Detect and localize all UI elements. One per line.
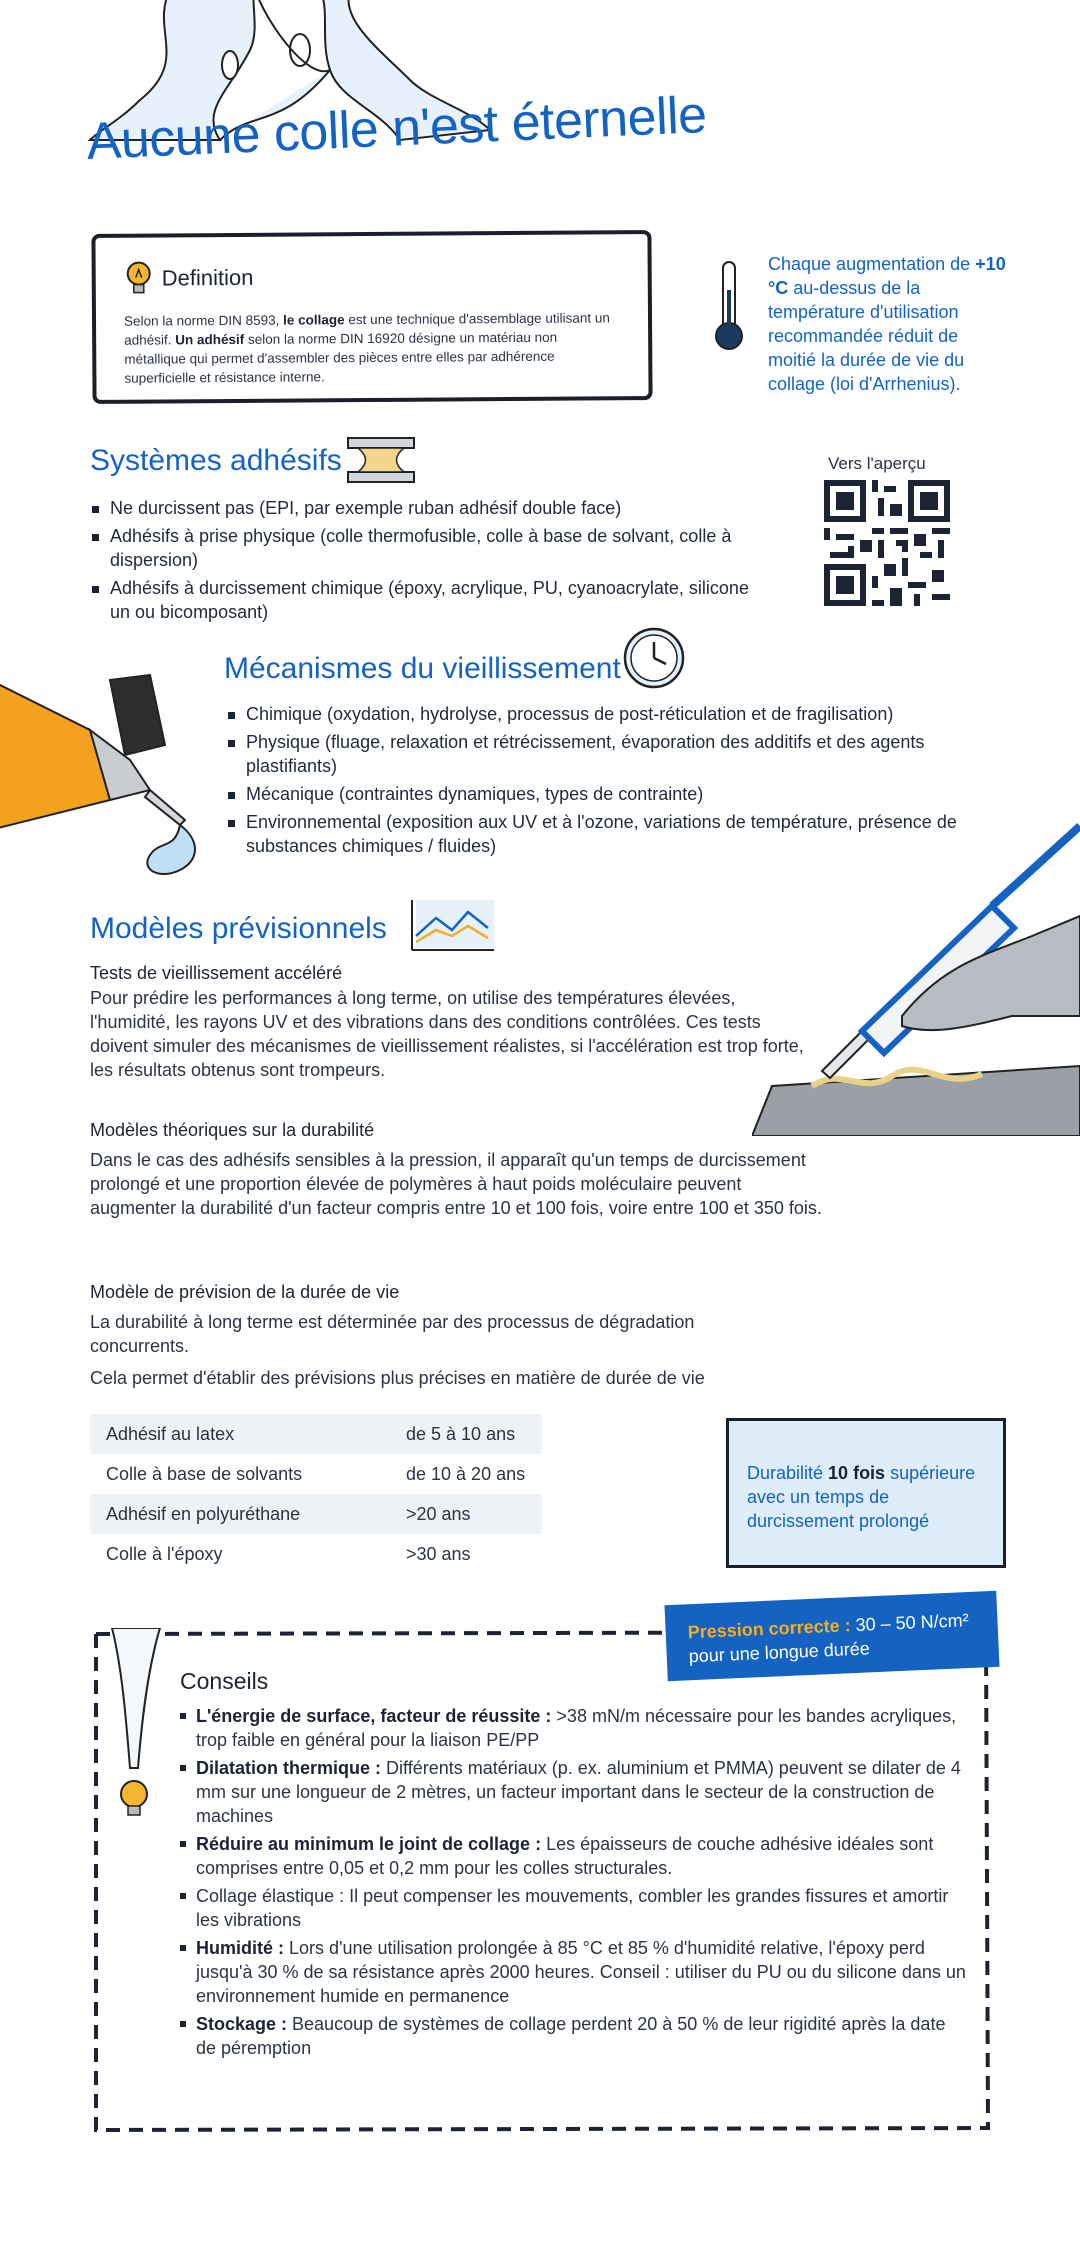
list-item: Chimique (oxydation, hydrolyse, processus de post-réticulation et de fragilisation): [226, 702, 986, 726]
table-cell-adhesive: Adhésif en polyuréthane: [90, 1494, 406, 1534]
qr-label: Vers l'aperçu: [828, 454, 926, 473]
glue-tube-illustration: [0, 660, 240, 890]
clock-icon: [622, 626, 686, 690]
table-cell-lifetime: >30 ans: [406, 1543, 471, 1564]
table-row: [90, 1454, 542, 1494]
theoretical-models-heading: Modèles théoriques sur la durabilité: [90, 1120, 375, 1140]
thermometer-icon: [712, 260, 746, 352]
forecast-models-title: Modèles prévisionnels: [90, 912, 387, 945]
table-cell-adhesive: Colle à l'époxy: [106, 1543, 223, 1564]
list-item: Dilatation thermique : Différents matériaux (p. ex. aluminium et PMMA) peuvent se dilater de 4 mm sur une longueur de 2 mètres, un facteur important dans le secteur de la construction de machines: [180, 1756, 970, 1828]
list-item: Physique (fluage, relaxation et rétrécissement, évaporation des additifs et des agents plastifiants): [226, 730, 986, 778]
qr-code[interactable]: [824, 480, 950, 606]
lifetime-model-text: La durabilité à long terme est déterminée par des processus de dégradation concurrents.: [90, 1312, 695, 1356]
glue-drip-lightbulb-illustration: [104, 1628, 168, 1828]
table-cell-lifetime: de 5 à 10 ans: [406, 1414, 542, 1454]
table-cell-adhesive: Adhésif au latex: [90, 1414, 406, 1454]
caulk-gun-illustration: [752, 816, 1080, 1136]
definition-box: [91, 230, 652, 404]
accelerated-tests-heading: Tests de vieillissement accéléré: [90, 963, 343, 983]
aging-mechanisms-title: Mécanismes du vieillissement: [224, 652, 621, 685]
list-item: Adhésifs à durcissement chimique (époxy, acrylique, PU, cyanoacrylate, silicone un ou bicomposant): [90, 576, 750, 624]
adhesive-systems-title: Systèmes adhésifs: [90, 444, 342, 477]
adhesive-joint-icon: [344, 434, 418, 486]
list-item: Collage élastique : Il peut compenser les mouvements, combler les grandes fissures et amortir les vibrations: [180, 1884, 970, 1932]
list-item: Adhésifs à prise physique (colle thermofusible, colle à base de solvant, colle à dispersion): [90, 524, 750, 572]
table-row: [90, 1494, 542, 1534]
list-item: Mécanique (contraintes dynamiques, types de contrainte): [226, 782, 986, 806]
theoretical-models-text: Dans le cas des adhésifs sensibles à la pression, il apparaît qu'un temps de durcissement prolongé et une proportion élevée de polymères à haut poids moléculaire peuvent augmenter la durabilité d'un facteur compris entre 10 et 100 fois, voire entre 100 et 350 fois.: [90, 1150, 822, 1218]
definition-text: Selon la norme DIN 8593, le collage est une technique d'assemblage utilisant un adhésif. Un adhésif selon la norme DIN 16920 désigne un matériau non métallique qui permet d'assembler des pièces entre elles par adhérence superficielle et résistance interne.: [123, 310, 610, 386]
table-row: [90, 1534, 542, 1574]
tips-list: [180, 1704, 970, 2064]
page-title: Aucune colle n'est éternelle: [85, 85, 708, 172]
list-item: Humidité : Lors d'une utilisation prolongée à 85 °C et 85 % d'humidité relative, l'époxy perd jusqu'à 30 % de sa résistance après 2000 heures. Conseil : utiliser du PU ou du silicone dans un environnement humide en permanence: [180, 1936, 970, 2008]
table-cell-adhesive: Colle à base de solvants: [106, 1463, 303, 1484]
lifetime-model-text-2: Cela permet d'établir des prévisions plus précises en matière de durée de vie: [90, 1368, 705, 1388]
accelerated-tests-text: Pour prédire les performances à long terme, on utilise des températures élevées, l'humidité, les rayons UV et des vibrations dans des conditions contrôlées. Ces tests doivent simuler des mécanismes de vieillissement réalistes, si l'accélération est trop forte, les résultats obtenus sont trompeurs.: [90, 988, 804, 1080]
list-item: Stockage : Beaucoup de systèmes de collage perdent 20 à 50 % de leur rigidité après la date de péremption: [180, 2012, 970, 2060]
definition-title: Definition: [161, 264, 254, 291]
table-row: [90, 1414, 542, 1454]
list-item: Environnemental (exposition aux UV et à l'ozone, variations de température, présence de substances chimiques / fluides): [226, 810, 986, 858]
tips-title: Conseils: [180, 1668, 269, 1694]
lifetime-model-heading: Modèle de prévision de la durée de vie: [90, 1282, 400, 1302]
list-item: Ne durcissent pas (EPI, par exemple ruban adhésif double face): [90, 496, 750, 520]
lifetime-table: [90, 1414, 542, 1574]
arrhenius-note: Chaque augmentation de +10 °C au-dessus de la température d'utilisation recommandée réduit de moitié la durée de vie du collage (loi d'Arrhenius).: [768, 254, 1006, 394]
list-item: L'énergie de surface, facteur de réussite : >38 mN/m nécessaire pour les bandes acryliques, trop faible en général pour la liaison PE/PP: [180, 1704, 970, 1752]
list-item: Réduire au minimum le joint de collage : Les épaisseurs de couche adhésive idéales sont comprises entre 0,05 et 0,2 mm pour les colles structurales.: [180, 1832, 970, 1880]
durability-box: Durabilité 10 fois supérieure avec un temps de durcissement prolongé: [726, 1418, 1006, 1568]
table-cell-lifetime: >20 ans: [406, 1494, 542, 1534]
adhesive-systems-list: [90, 496, 750, 628]
pressure-badge: Pression correcte : 30 – 50 N/cm² pour une longue durée: [665, 1591, 1000, 1681]
line-chart-icon: [402, 896, 498, 958]
lightbulb-icon: [124, 260, 154, 298]
table-cell-lifetime: de 10 à 20 ans: [406, 1463, 526, 1484]
